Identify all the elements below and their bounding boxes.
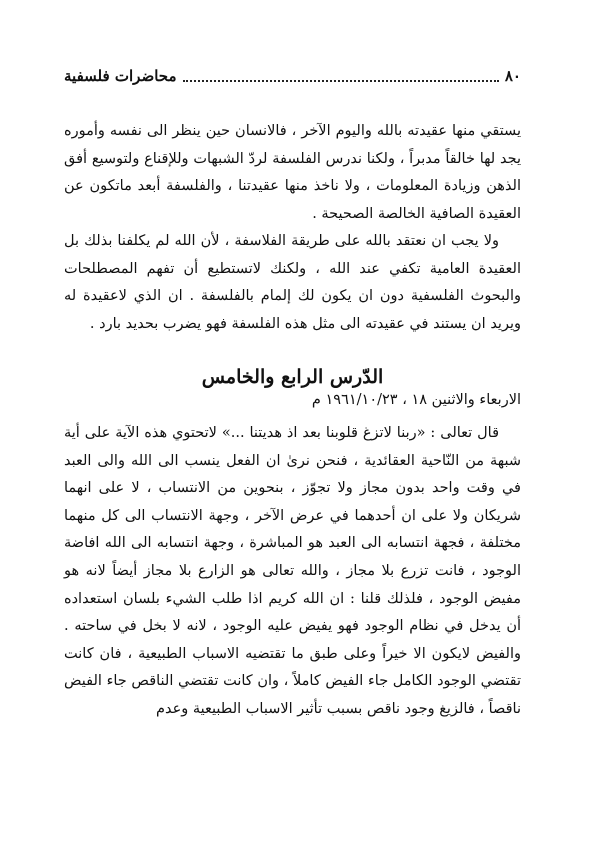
paragraph-lesson: قال تعالى : «ربنا لاتزغ قلوبنا بعد اذ هديتنا ...» لاتحتوي هذه الآية على أية شبهة من النّاحية العقائدية ، فنحن نرىٰ ان الفعل ينسب الى الله والى العبد في وقت واحد بدون مجاز ولا تجوّز ، بنحوين من الانتساب ، لا على انهما شريكان ولا على ان أحدهما في عرض الآخر ، وجهة الانتساب الى كل منهما مختلفة ، فجهة انتسابه الى العبد هو المباشرة ، وجهة انتسابه الى الله افاضة الوجود ، فانت تزرع بلا مجاز ، والله تعالى هو الزارع بلا مجاز أيضاً لانه هو مفيض الوجود ، فلذلك قلنا : ان الله كريم اذا طلب الشيء بلسان استعداده أن يدخل في نظام الوجود فهو يفيض عليه الوجود ، لانه لا بخل في ساحته . والفيض لايكون الا خيراً وعلى طبق ما تقتضيه الاسباب الطبيعية ، فان كانت تقتضي الوجود الكامل جاء الفيض كاملاً ، وان كانت تقتضي الناقص جاء الفيض ناقصاً ، فالزيغ وجود ناقص بسبب تأثير الاسباب الطبيعية وعدم [64,425,521,717]
running-title: محاضرات فلسفية [64,67,177,85]
paragraph-1: يستقي منها عقيدته بالله واليوم الآخر ، فالانسان حين ينظر الى نفسه وأموره يجد لها خالقاً مدبراً ، ولكنا ندرس الفلسفة لردّ الشبهات وللإقناع ولتوسيع أفق الذهن وزيادة المعلومات ، ولا ناخذ منها عقيدتنا ، والفلسفة أبعد ماتكون عن العقيدة الصافية الخالصة الصحيحة . [64,123,521,222]
running-header [64,64,521,88]
paragraph-2: ولا يجب ان نعتقد بالله على طريقة الفلاسفة ، لأن الله لم يكلفنا بذلك بل العقيدة العامية تكفي عند الله ، ولكنك لاتستطيع أن تفهم المصطلحات والبحوث الفلسفية دون ان يكون لك إلمام بالفلسفة . ان الذي لاعقيدة له ويريد ان يستند في عقيدته الى مثل هذه الفلسفة فهو يضرب بحديد بارد . [64,233,521,332]
text-block-intro [64,118,521,228]
text-block-lesson [64,420,521,724]
text-block-second [64,228,521,338]
leader-dots [183,79,499,82]
lesson-date: الاربعاء والاثنين ١٨ ، ١٩٦١/١٠/٢٣ م [311,392,521,408]
page-number: ٨٠ [504,67,521,85]
lesson-title: الدّرس الرابع والخامس [201,366,384,388]
